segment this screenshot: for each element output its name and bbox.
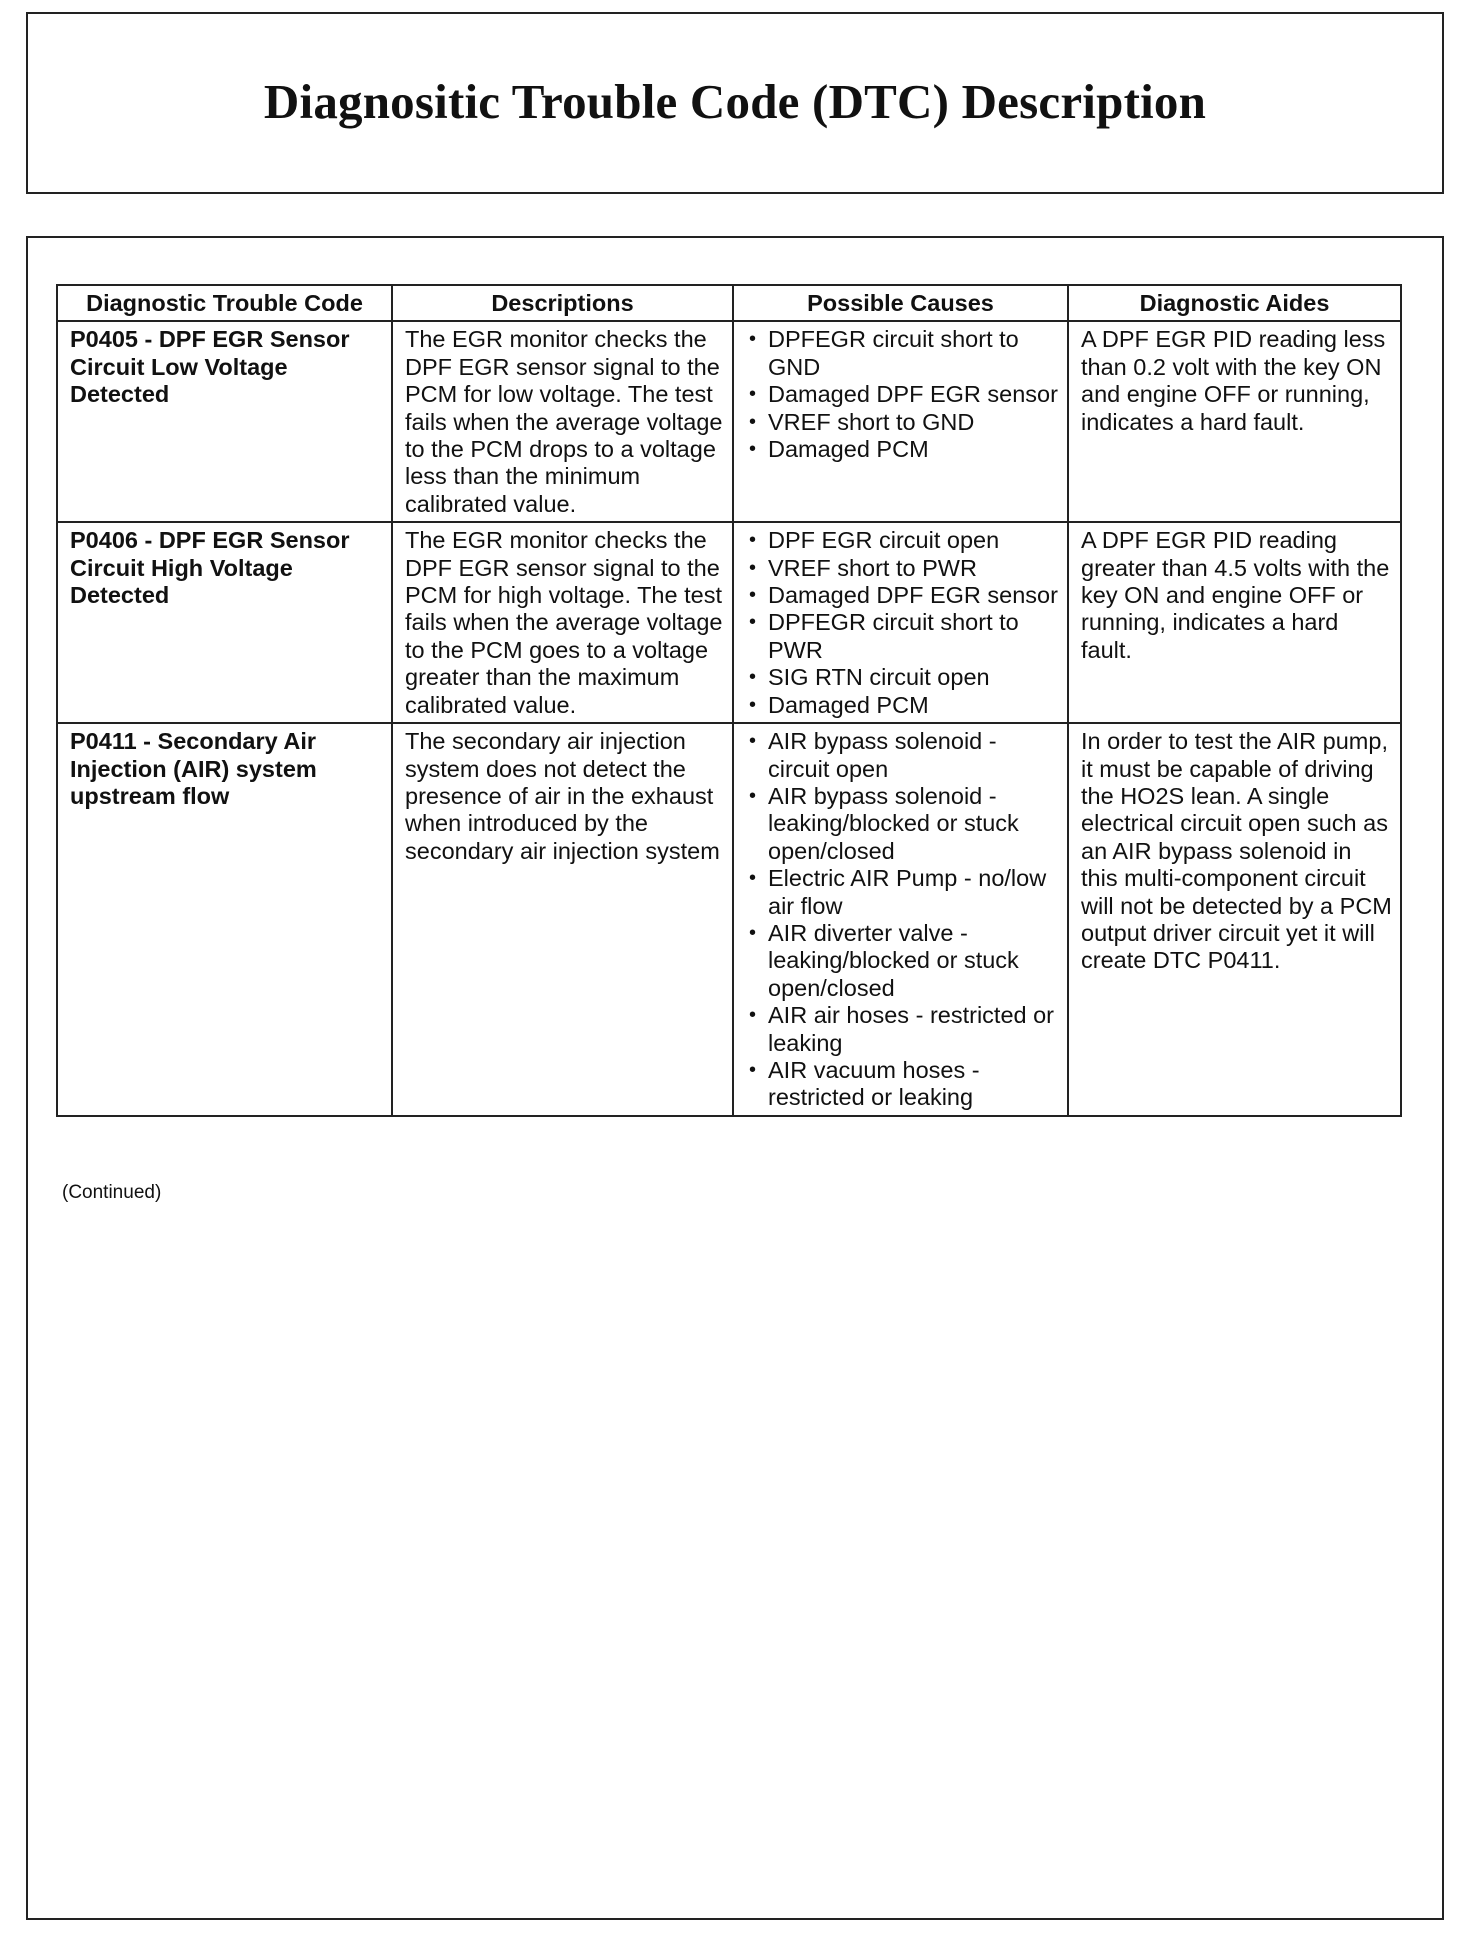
dtc-description: The EGR monitor checks the DPF EGR sensor signal to the PCM for high voltage. The test fails when the average voltage to the PCM goes to a voltage greater than the maximum calibrated value. [392,522,733,723]
dtc-causes [733,522,1068,723]
cause-item: • DPFEGR circuit short to GND [746,326,1059,381]
cause-item: • Damaged DPF EGR sensor [746,582,1059,609]
dtc-code: P0405 - DPF EGR Sensor Circuit Low Voltage Detected [57,321,392,522]
dtc-causes [733,723,1068,1116]
cause-item: • Damaged PCM [746,692,1059,719]
cause-item: • VREF short to GND [746,409,1059,436]
content-frame [26,236,1444,1920]
cause-item: • Electric AIR Pump - no/low air flow [746,865,1059,920]
causes-list [746,527,1059,719]
cause-item: • Damaged DPF EGR sensor [746,381,1059,408]
dtc-table [56,284,1402,1117]
cause-item: • AIR air hoses - restricted or leaking [746,1002,1059,1057]
cause-item: • VREF short to PWR [746,555,1059,582]
causes-list [746,728,1059,1112]
cause-item: • AIR bypass solenoid - leaking/blocked or stuck open/closed [746,783,1059,865]
column-header-code: Diagnostic Trouble Code [57,285,392,321]
cause-item: • DPFEGR circuit short to PWR [746,609,1059,664]
table-header-row [57,285,1401,321]
column-header-aides: Diagnostic Aides [1068,285,1401,321]
column-header-causes: Possible Causes [733,285,1068,321]
dtc-causes [733,321,1068,522]
continued-note: (Continued) [62,1182,162,1203]
table-row [57,321,1401,522]
cause-item: • AIR vacuum hoses - restricted or leaking [746,1057,1059,1112]
cause-item: • DPF EGR circuit open [746,527,1059,554]
cause-item: • Damaged PCM [746,436,1059,463]
cause-item: • SIG RTN circuit open [746,664,1059,691]
column-header-descriptions: Descriptions [392,285,733,321]
table-row [57,522,1401,723]
page-title: Diagnositic Trouble Code (DTC) Description [263,73,1207,129]
dtc-aides: In order to test the AIR pump, it must be capable of driving the HO2S lean. A single electrical circuit open such as an AIR bypass solenoid in this multi-component circuit will not be detected by a PCM output driver circuit yet it will create DTC P0411. [1068,723,1401,1116]
dtc-description: The secondary air injection system does not detect the presence of air in the exhaust when introduced by the secondary air injection system [392,723,733,1116]
table-row [57,723,1401,1116]
dtc-aides: A DPF EGR PID reading less than 0.2 volt with the key ON and engine OFF or running, indicates a hard fault. [1068,321,1401,522]
cause-item: • AIR bypass solenoid - circuit open [746,728,1059,783]
dtc-code: P0411 - Secondary Air Injection (AIR) system upstream flow [57,723,392,1116]
dtc-aides: A DPF EGR PID reading greater than 4.5 volts with the key ON and engine OFF or running, indicates a hard fault. [1068,522,1401,723]
causes-list [746,326,1059,463]
title-box [26,12,1444,194]
dtc-code: P0406 - DPF EGR Sensor Circuit High Voltage Detected [57,522,392,723]
cause-item: • AIR diverter valve - leaking/blocked or stuck open/closed [746,920,1059,1002]
dtc-description: The EGR monitor checks the DPF EGR sensor signal to the PCM for low voltage. The test fails when the average voltage to the PCM drops to a voltage less than the minimum calibrated value. [392,321,733,522]
